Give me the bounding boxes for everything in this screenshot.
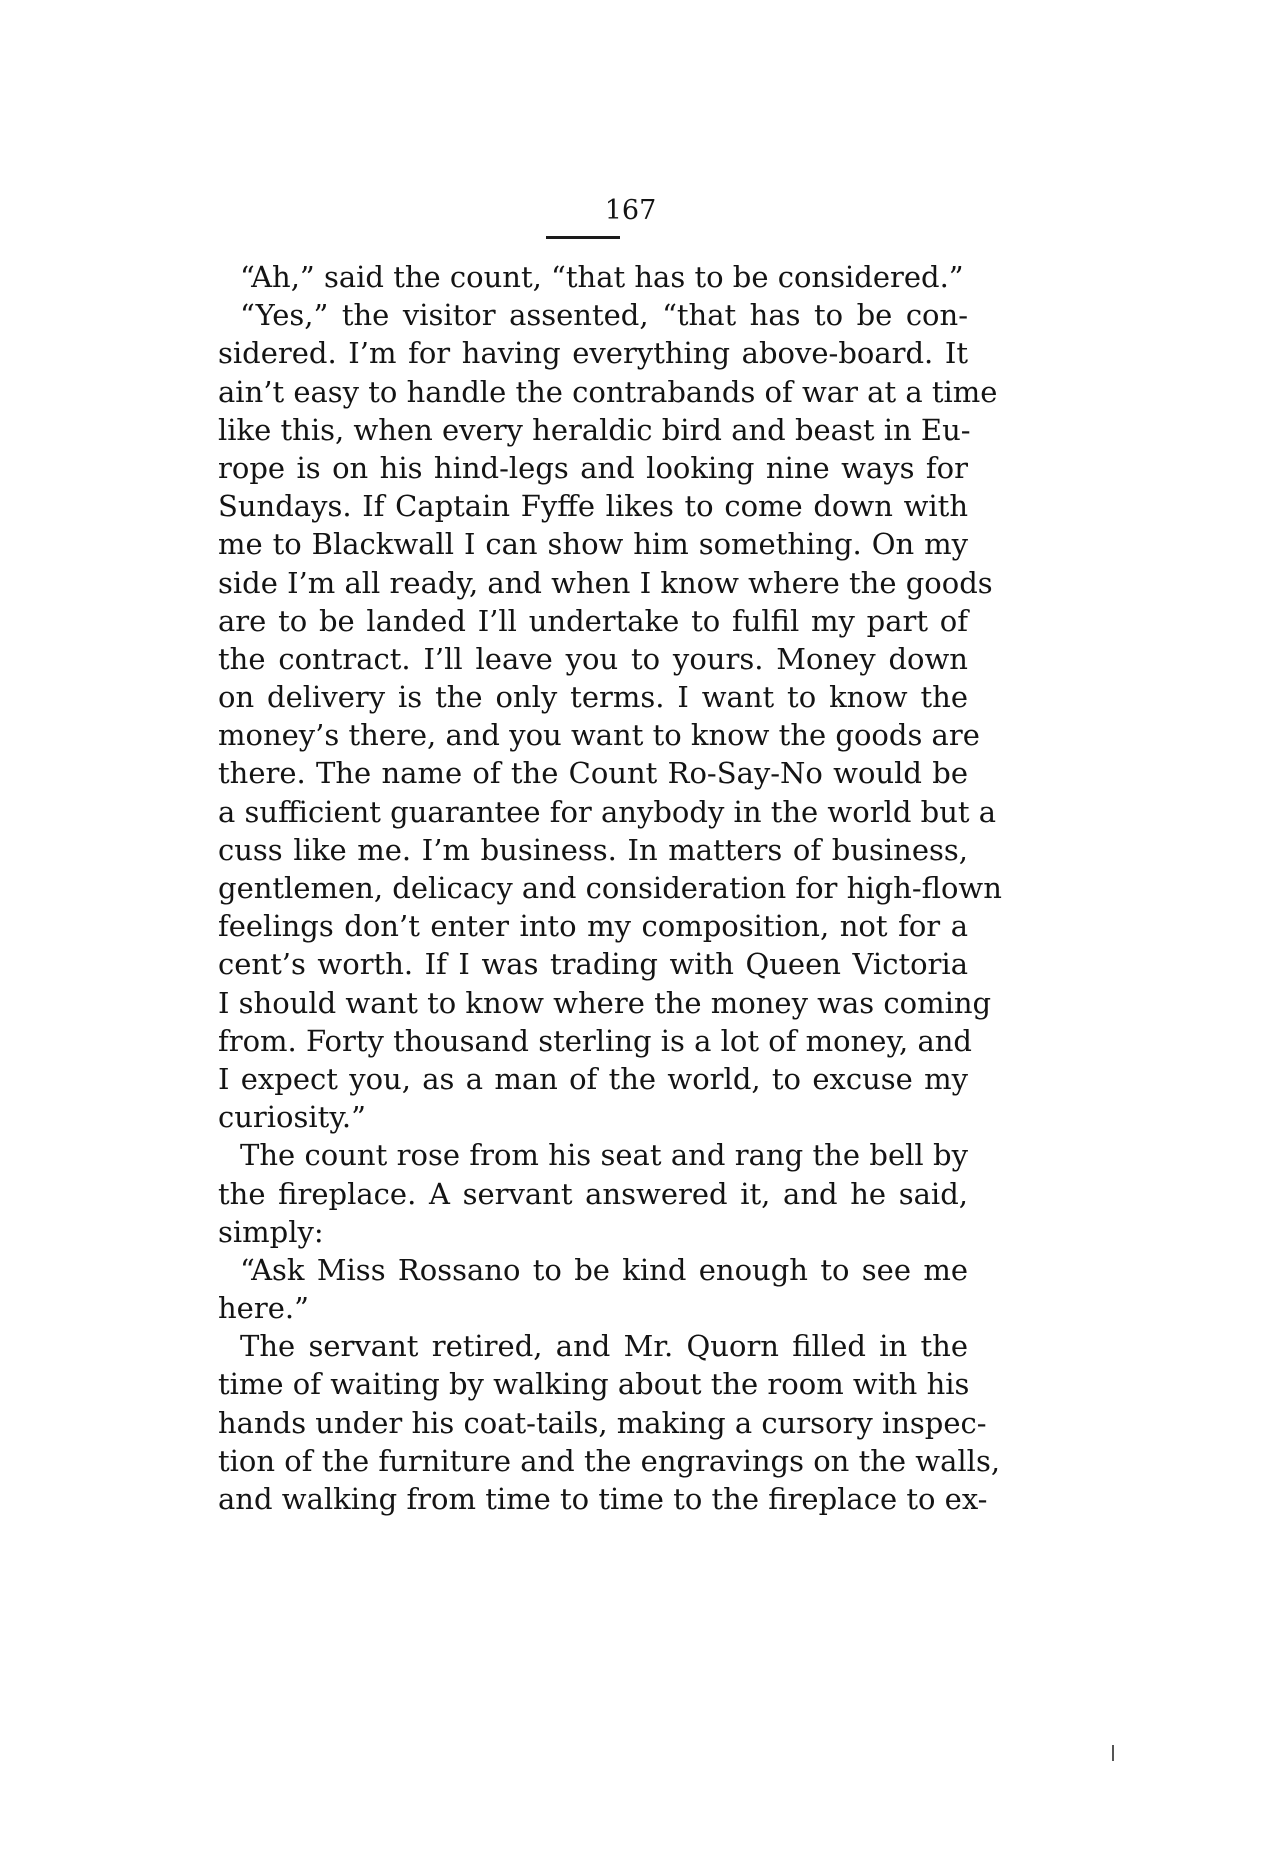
text-line: feelings don’t enter into my composition, not for a — [218, 909, 968, 944]
text-line: here.” — [218, 1291, 309, 1326]
text-line: tion of the furniture and the engravings on the walls, — [218, 1443, 1001, 1478]
text-line: money’s there, and you want to know the goods are — [218, 718, 980, 753]
text-line: on delivery is the only terms. I want to know the — [218, 680, 968, 715]
text-line: and walking from time to time to the fireplace to ex- — [218, 1482, 988, 1516]
text-line: I expect you, as a man of the world, to excuse my — [218, 1061, 968, 1096]
text-line: are to be landed I’ll undertake to fulfil my part of — [218, 603, 968, 638]
text-line: “Ah,” said the count, “that has to be considered.” — [240, 260, 964, 294]
text-line: like this, when every heraldic bird and beast in Eu- — [218, 412, 971, 447]
text-line: The count rose from his seat and rang the bell by — [240, 1138, 968, 1173]
text-line: cent’s worth. If I was trading with Queen Victoria — [218, 947, 968, 982]
text-line: The servant retired, and Mr. Quorn filled in the — [240, 1329, 968, 1364]
text-line: gentlemen, delicacy and consideration for high-flown — [218, 871, 1002, 905]
text-line: me to Blackwall I can show him something. On my — [218, 527, 968, 562]
text-line: “Ask Miss Rossano to be kind enough to see me — [240, 1252, 968, 1287]
text-line: there. The name of the Count Ro-Say-No would be — [218, 756, 968, 791]
text-line: side I’m all ready, and when I know where the goods — [218, 565, 993, 600]
page-number: 167 — [604, 195, 657, 226]
text-line: I should want to know where the money was coming — [218, 985, 992, 1020]
page-number-rule — [546, 236, 620, 239]
text-line: a sufficient guarantee for anybody in the world but a — [218, 794, 997, 829]
text-line: cuss like me. I’m business. In matters of business, — [218, 832, 968, 867]
body-text — [218, 258, 1002, 1518]
text-line: time of waiting by walking about the room with his — [218, 1367, 970, 1402]
text-line: simply: — [218, 1214, 324, 1249]
text-line: the contract. I’ll leave you to yours. Money down — [218, 641, 968, 676]
scan-mark — [1112, 1745, 1114, 1761]
text-line: the fireplace. A servant answered it, and he said, — [218, 1176, 968, 1211]
text-line: sidered. I’m for having everything above-board. It — [218, 336, 968, 371]
text-line: hands under his coat-tails, making a cursory inspec- — [218, 1405, 987, 1440]
text-line: ain’t easy to handle the contrabands of war at a time — [218, 374, 998, 409]
text-line: from. Forty thousand sterling is a lot of money, and — [218, 1023, 972, 1058]
text-line: “Yes,” the visitor assented, “that has to be con- — [240, 298, 968, 333]
text-line: curiosity.” — [218, 1100, 366, 1135]
text-line: rope is on his hind-legs and looking nine ways for — [218, 450, 968, 485]
text-line: Sundays. If Captain Fyffe likes to come down with — [218, 489, 968, 524]
